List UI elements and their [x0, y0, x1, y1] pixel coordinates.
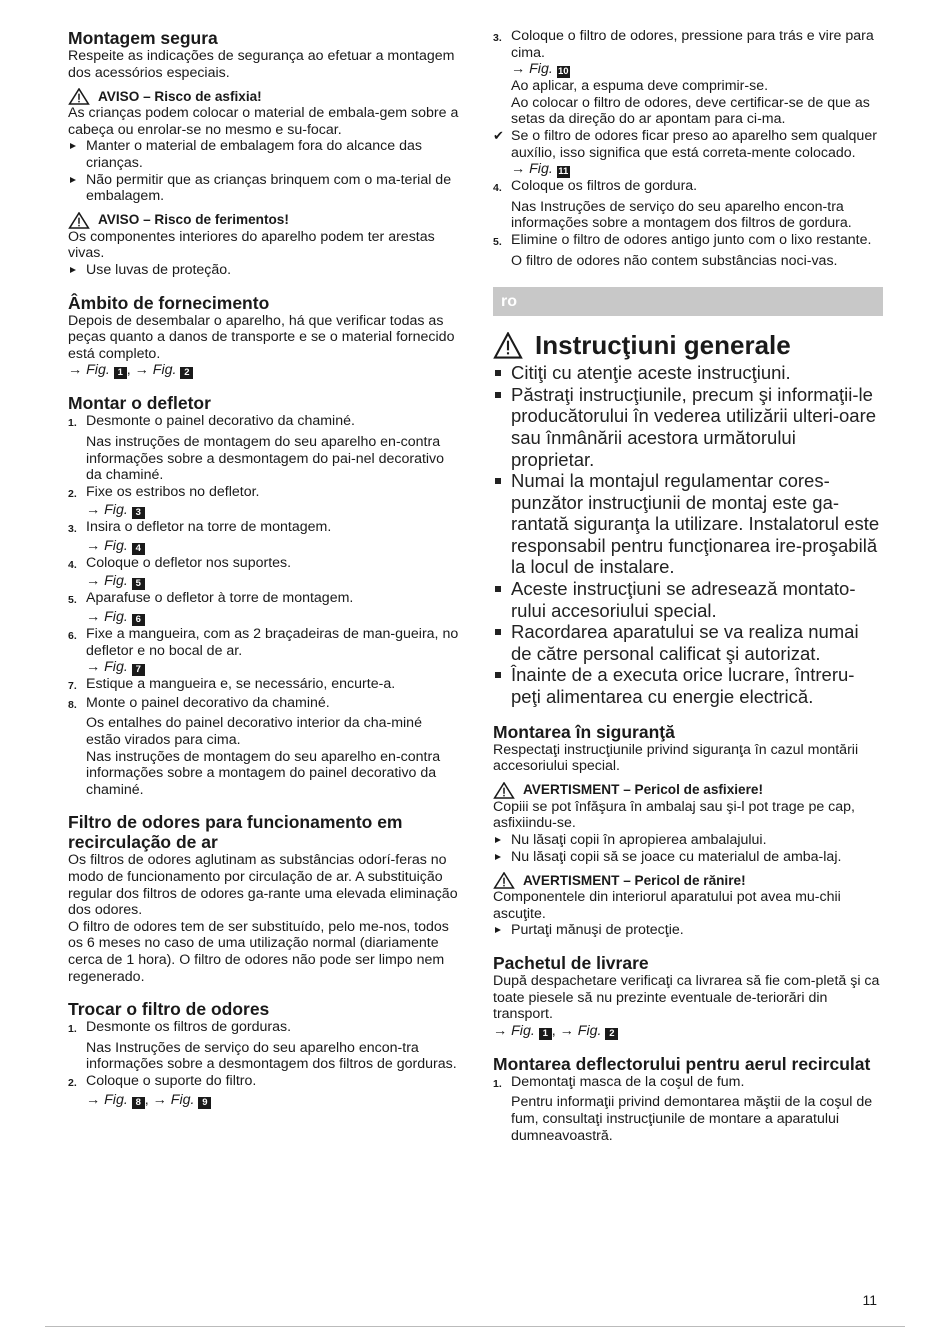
- warning-icon: [68, 88, 90, 105]
- figure-reference: → Fig. 11: [511, 161, 569, 178]
- section-text: Depois de desembalar o aparelho, há que verificar todas as peças quanto a danos de transporte e se o material fornecido está completo.: [68, 312, 455, 362]
- warning-icon: [493, 872, 515, 889]
- step-item: 6. Fixe a mangueira, com as 2 braçadeiras de man-gueira, no defletor e no bocal de ar.: [68, 626, 459, 659]
- step-item: 5. Aparafuse o defletor à torre de montagem.: [68, 590, 354, 607]
- bullet-item: Purtaţi mănuşi de protecţie.: [493, 922, 883, 939]
- step-item: 5. Elimine o filtro de odores antigo junto com o lixo restante.: [493, 231, 872, 248]
- step-item: 3. Coloque o filtro de odores, pressione para trás e vire para cima.: [493, 28, 874, 61]
- section-montagem-segura: [68, 28, 460, 279]
- step-note: Pentru informaţii privind demontarea măştii de la coşul de fum, consultaţi instrucţiunile de montare a aparatului dumneavoastră.: [511, 1094, 873, 1144]
- list-item: Aceste instrucţiuni se adresează montato-rului accesoriului special.: [493, 578, 883, 621]
- section-text: O filtro de odores tem de ser substituído, pelo me-nos, todos os 6 meses no caso de uma utilização normal (diariamente cerca de 1 hora). O filtro de odores não pode ser limpo nem regenerado.: [68, 918, 449, 985]
- step-item: 2. Coloque o suporte do filtro.: [68, 1072, 257, 1089]
- section-title: Pachetul de livrare: [493, 952, 649, 973]
- section-montarea-deflectorului: [493, 1054, 883, 1144]
- figure-reference: → Fig. 10: [511, 61, 569, 78]
- warning-heading: AVISO – Risco de asfixia!: [68, 88, 460, 105]
- page-number: 11: [862, 1292, 877, 1308]
- section-trocar-filtro: [68, 999, 460, 1108]
- step-item: 2. Fixe os estribos no defletor.: [68, 483, 260, 500]
- figure-reference: → Fig. 1 , → Fig. 2: [68, 362, 460, 379]
- step-note: Nas Instruções de serviço do seu aparelho encon-tra informações sobre a desmontagem dos filtros de gorduras.: [86, 1039, 457, 1073]
- section-continued-steps: [493, 28, 883, 269]
- step-item: 3. Insira o defletor na torre de montagem.: [68, 519, 332, 536]
- section-montar-defletor: [68, 393, 460, 798]
- warning-heading: AVERTISMENT – Pericol de asfixiere!: [493, 782, 883, 799]
- section-montarea-siguranta: [493, 722, 883, 939]
- left-column: [68, 28, 460, 1109]
- general-instructions-list: [493, 362, 883, 708]
- figure-reference: → Fig. 1 , → Fig. 2: [493, 1023, 883, 1040]
- step-item: 4. Coloque os filtros de gordura.: [493, 178, 698, 195]
- figure-reference: → Fig. 3: [68, 502, 460, 519]
- step-note: Ao aplicar, a espuma deve comprimir-se.: [511, 78, 769, 95]
- section-title: Âmbito de fornecimento: [68, 292, 270, 313]
- figure-reference: → Fig. 8 , → Fig. 9: [68, 1092, 460, 1109]
- section-intro: Respectaţi instrucţiunile privind siguranţa în cazul montării accesoriului special.: [493, 741, 859, 775]
- general-instructions-heading: Instrucţiuni generale: [493, 330, 883, 360]
- figure-reference: → Fig. 4: [68, 538, 460, 555]
- section-title: Filtro de odores para funcionamento em recirculação de ar: [68, 812, 403, 853]
- section-pachetul-livrare: [493, 953, 883, 1040]
- bullet-item: Nu lăsaţi copii în apropierea ambalajului.: [493, 832, 883, 849]
- section-filtro-odores: [68, 812, 460, 985]
- section-ambito-fornecimento: [68, 293, 460, 380]
- warning-text: Os componentes interiores do aparelho podem ter arestas vivas.: [68, 228, 435, 262]
- result-item: ✔ Se o filtro de odores ficar preso ao aparelho sem qualquer auxílio, isso significa que está correta-mente colocado.: [493, 127, 877, 161]
- list-item: Citiţi cu atenţie aceste instrucţiuni.: [493, 362, 883, 384]
- right-column: [493, 28, 883, 1144]
- figure-reference: → Fig. 7: [68, 659, 460, 676]
- section-title: Montarea deflectorului pentru aerul recirculat: [493, 1053, 871, 1074]
- warning-text: Componentele din interiorul aparatului pot avea mu-chii ascuţite.: [493, 889, 841, 922]
- step-note: Nas instruções de montagem do seu aparelho en-contra informações sobre a desmontagem do pai-nel decorativo da chaminé.: [86, 433, 445, 484]
- section-title: Montagem segura: [68, 28, 218, 48]
- section-intro: Respeite as indicações de segurança ao efetuar a montagem dos acessórios especiais.: [68, 48, 455, 81]
- step-item: 7. Estique a mangueira e, se necessário, encurte-a.: [68, 676, 396, 693]
- step-note: Ao colocar o filtro de odores, deve certificar-se de que as setas da direção do ar apontam para ci-ma.: [511, 94, 870, 128]
- bullet-item: Use luvas de proteção.: [68, 262, 460, 279]
- step-item: 1. Demontaţi masca de la coşul de fum.: [493, 1073, 745, 1090]
- warning-icon: [493, 332, 523, 359]
- section-title: Trocar o filtro de odores: [68, 999, 270, 1020]
- figure-reference: → Fig. 5: [68, 573, 460, 590]
- section-title: Montarea în siguranţă: [493, 721, 675, 742]
- warning-heading: AVERTISMENT – Pericol de rănire!: [493, 872, 883, 889]
- list-item: Racordarea aparatului se va realiza numai de către personal calificat şi autorizat.: [493, 621, 883, 664]
- section-title: Montar o defletor: [68, 393, 211, 414]
- step-item: 1. Desmonte os filtros de gorduras.: [68, 1019, 292, 1036]
- bullet-item: Nu lăsaţi copii să se joace cu materialul de amba-laj.: [493, 849, 883, 866]
- step-note: Nas Instruções de serviço do seu aparelho encon-tra informações sobre a montagem dos filtros de gordura.: [511, 198, 852, 232]
- step-item: 4. Coloque o defletor nos suportes.: [68, 554, 292, 571]
- warning-heading: AVISO – Risco de ferimentos!: [68, 212, 460, 229]
- warning-text: As crianças podem colocar o material de embala-gem sobre a cabeça ou enrolar-se no mesmo e su-focar.: [68, 105, 459, 138]
- figure-reference: → Fig. 6: [68, 609, 460, 626]
- bullet-item: Não permitir que as crianças brinquem com o ma-terial de embalagem.: [68, 172, 460, 205]
- step-note: O filtro de odores não contem substâncias noci-vas.: [511, 252, 838, 269]
- warning-icon: [68, 212, 90, 229]
- list-item: Păstraţi instrucţiunile, precum şi informaţii-le producătorului în vederea utilizării ulteri-oare sau înmânării acestora următorului proprietar.: [493, 384, 883, 470]
- warning-text: Copiii se pot înfăşura în ambalaj sau şi-l pot trage pe cap, asfixiindu-se.: [493, 798, 855, 832]
- warning-icon: [493, 782, 515, 799]
- step-item: 1. Desmonte o painel decorativo da chaminé.: [68, 413, 355, 430]
- section-text: După despachetare verificaţi ca livrarea să fie com-pletă şi ca toate piesele să nu prezinte eventuale de-teriorări din transport.: [493, 972, 880, 1023]
- language-bar: ro: [493, 287, 883, 316]
- section-text: Os filtros de odores aglutinam as substâncias odorí-feras no modo de funcionamento por circulação de ar. A substituição regular dos filtros de odores ga-rante uma elevada eliminação dos odores.: [68, 852, 458, 919]
- step-note: Nas instruções de montagem do seu aparelho en-contra informações sobre a montagem do painel decorativo da chaminé.: [86, 748, 441, 798]
- step-note: Os entalhes do painel decorativo interior da cha-miné estão virados para cima.: [86, 715, 422, 749]
- checkmark-icon: ✔: [493, 127, 504, 143]
- list-item: Înainte de a executa orice lucrare, întreru-peţi alimentarea cu energie electrică.: [493, 664, 883, 707]
- bullet-item: Manter o material de embalagem fora do alcance das crianças.: [68, 138, 460, 171]
- step-item: 8. Monte o painel decorativo da chaminé.: [68, 694, 330, 711]
- list-item: Numai la montajul regulamentar cores-punzător instrucţiunii de montaj este ga-rantată siguranţa la utilizare. Instalatorul este responsabil pentru funcţionarea ire-proşabilă la locul de instalare.: [493, 470, 883, 578]
